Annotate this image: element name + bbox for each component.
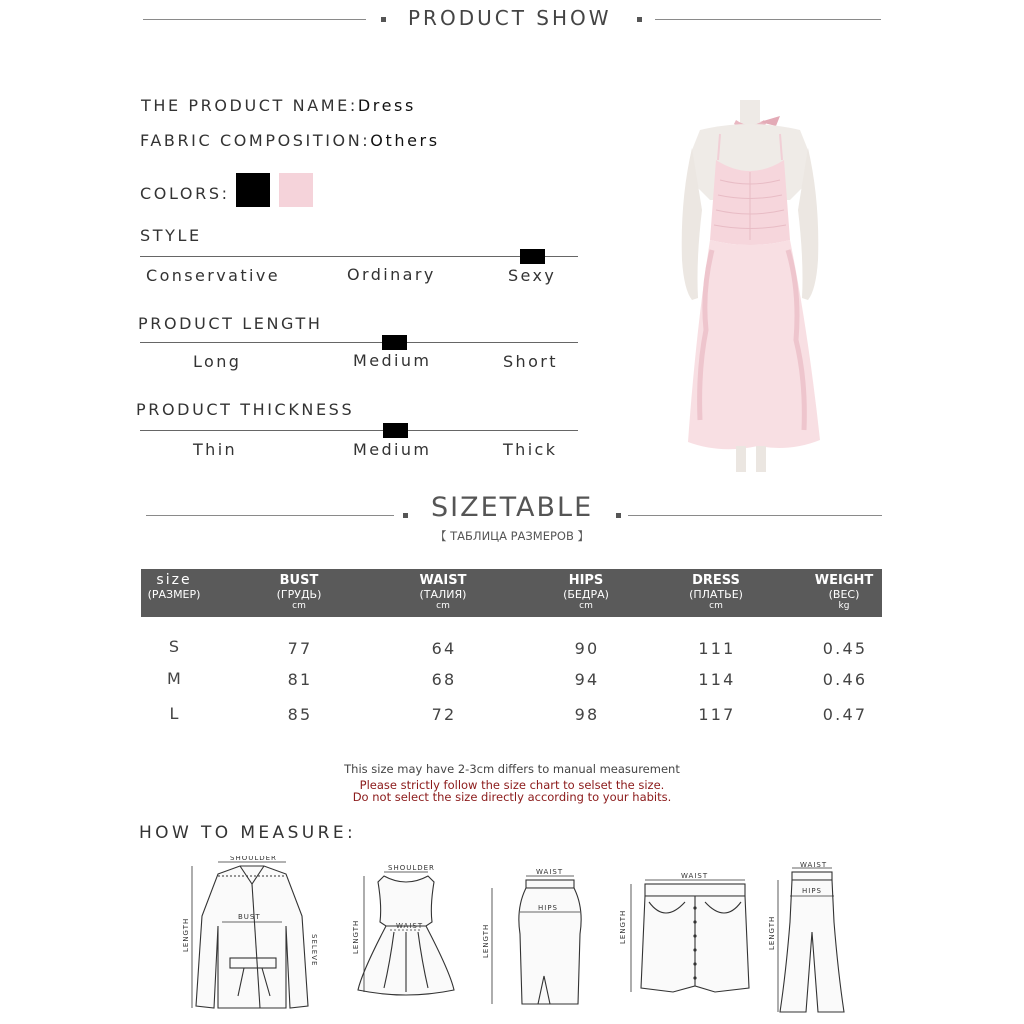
style-scale-marker bbox=[520, 249, 545, 264]
col-waist-name: WAIST bbox=[419, 573, 467, 588]
col-hips bbox=[538, 569, 634, 617]
fabric-composition bbox=[140, 131, 440, 150]
row-l-bust: 85 bbox=[287, 705, 313, 724]
thickness-scale-marker bbox=[383, 423, 408, 438]
skirt-diagram bbox=[480, 864, 590, 1014]
length-label-short: Short bbox=[503, 352, 558, 371]
skirt-waist-label: WAIST bbox=[536, 868, 564, 876]
col-size-ru: (РАЗМЕР) bbox=[147, 588, 201, 601]
thickness-title: PRODUCT THICKNESS bbox=[136, 400, 355, 419]
col-weight-name: WEIGHT bbox=[814, 573, 874, 588]
row-m-bust: 81 bbox=[287, 670, 313, 689]
row-l-weight: 0.47 bbox=[822, 705, 868, 724]
col-bust-name: BUST bbox=[279, 573, 319, 588]
pants-hips-label: HIPS bbox=[802, 887, 822, 895]
pants-waist-label: WAIST bbox=[800, 862, 828, 869]
col-weight-unit: kg bbox=[838, 601, 850, 611]
length-label-long: Long bbox=[193, 352, 242, 371]
fabric-label: FABRIC COMPOSITION: bbox=[140, 131, 371, 150]
shorts-length-label: LENGTH bbox=[619, 909, 627, 944]
colors-label: COLORS: bbox=[140, 184, 230, 203]
row-m-dress: 114 bbox=[698, 670, 736, 689]
row-s-weight: 0.45 bbox=[822, 639, 868, 658]
row-m-waist: 68 bbox=[431, 670, 457, 689]
jacket-length-label: LENGTH bbox=[182, 917, 190, 952]
row-l-dress: 117 bbox=[698, 705, 736, 724]
note-measurement: This size may have 2-3cm differs to manual measurement bbox=[344, 762, 680, 776]
style-title: STYLE bbox=[140, 226, 202, 245]
dress-length-label: LENGTH bbox=[352, 919, 360, 954]
col-hips-name: HIPS bbox=[568, 573, 604, 588]
shorts-diagram bbox=[615, 868, 755, 1008]
style-label-conservative: Conservative bbox=[146, 266, 280, 285]
col-hips-unit: cm bbox=[579, 601, 593, 611]
length-title: PRODUCT LENGTH bbox=[138, 314, 323, 333]
color-swatch-black[interactable] bbox=[236, 173, 270, 207]
jacket-shoulder-label: SHOULDER bbox=[230, 856, 277, 862]
how-to-measure-title: HOW TO MEASURE: bbox=[139, 823, 357, 843]
col-bust-unit: cm bbox=[292, 601, 306, 611]
thickness-label-thick: Thick bbox=[503, 440, 558, 459]
thickness-label-medium: Medium bbox=[353, 440, 432, 459]
length-scale-marker bbox=[382, 335, 407, 350]
col-hips-ru: (БЕДРА) bbox=[563, 588, 609, 601]
length-scale-line bbox=[140, 342, 578, 343]
row-m-size: M bbox=[166, 669, 183, 688]
row-l-waist: 72 bbox=[431, 705, 457, 724]
style-label-ordinary: Ordinary bbox=[347, 265, 436, 284]
col-dress-unit: cm bbox=[709, 601, 723, 611]
row-m-weight: 0.46 bbox=[822, 670, 868, 689]
pants-length-label: LENGTH bbox=[768, 915, 776, 950]
col-weight bbox=[796, 569, 892, 617]
thickness-scale-line bbox=[140, 430, 578, 431]
col-size bbox=[141, 569, 207, 617]
row-s-size: S bbox=[168, 637, 182, 656]
col-dress bbox=[668, 569, 764, 617]
style-scale-line bbox=[140, 256, 578, 257]
col-dress-ru: (ПЛАТЬЕ) bbox=[689, 588, 743, 601]
sizetable-dot-right bbox=[616, 513, 621, 518]
style-label-sexy: Sexy bbox=[508, 266, 557, 285]
pants-diagram bbox=[768, 862, 848, 1017]
row-m-hips: 94 bbox=[574, 670, 600, 689]
row-s-dress: 111 bbox=[698, 639, 736, 658]
col-waist bbox=[395, 569, 491, 617]
product-name-label: THE PRODUCT NAME: bbox=[141, 96, 358, 115]
jacket-diagram bbox=[178, 856, 330, 1016]
skirt-hips-label: HIPS bbox=[538, 904, 558, 912]
product-photo-dress bbox=[640, 90, 860, 480]
header-dot-left bbox=[381, 17, 386, 22]
length-label-medium: Medium bbox=[353, 351, 432, 370]
col-waist-unit: cm bbox=[436, 601, 450, 611]
jacket-bust-label: BUST bbox=[238, 913, 261, 921]
dress-waist-label: WAIST bbox=[396, 922, 424, 930]
col-bust bbox=[251, 569, 347, 617]
row-l-hips: 98 bbox=[574, 705, 600, 724]
color-swatch-pink[interactable] bbox=[279, 173, 313, 207]
col-size-name: size bbox=[156, 572, 192, 588]
jacket-sleeve-label: SELEVE bbox=[310, 934, 318, 967]
fabric-value: Others bbox=[370, 131, 440, 150]
shorts-waist-label: WAIST bbox=[681, 872, 709, 880]
sizetable-rule-right bbox=[628, 515, 882, 516]
row-s-hips: 90 bbox=[574, 639, 600, 658]
sizetable-rule-left bbox=[146, 515, 394, 516]
dress-shoulder-label: SHOULDER bbox=[388, 864, 435, 872]
header-dot-right bbox=[637, 17, 642, 22]
header-rule-left bbox=[143, 19, 366, 20]
row-s-bust: 77 bbox=[287, 639, 313, 658]
row-l-size: L bbox=[169, 704, 181, 723]
col-weight-ru: (ВЕС) bbox=[828, 588, 860, 601]
product-show-title: PRODUCT SHOW bbox=[408, 6, 612, 30]
skirt-length-label: LENGTH bbox=[482, 923, 490, 958]
product-name-value: Dress bbox=[357, 96, 416, 115]
sizetable-title: SIZETABLE bbox=[431, 492, 594, 523]
note-follow-chart: Please strictly follow the size chart to selset the size. bbox=[359, 778, 665, 792]
header-rule-right bbox=[655, 19, 881, 20]
note-habits: Do not select the size directly according to your habits. bbox=[352, 790, 672, 804]
product-name bbox=[141, 96, 416, 115]
thickness-label-thin: Thin bbox=[193, 440, 238, 459]
size-table-header bbox=[141, 569, 882, 617]
col-dress-name: DRESS bbox=[692, 573, 740, 588]
col-bust-ru: (ГРУДЬ) bbox=[276, 588, 322, 601]
sizetable-dot-left bbox=[403, 513, 408, 518]
row-s-waist: 64 bbox=[431, 639, 457, 658]
dress-diagram bbox=[346, 862, 466, 1012]
col-waist-ru: (ТАЛИЯ) bbox=[419, 588, 467, 601]
sizetable-subtitle: 【 ТАБЛИЦА РАЗМЕРОВ 】 bbox=[434, 529, 590, 543]
